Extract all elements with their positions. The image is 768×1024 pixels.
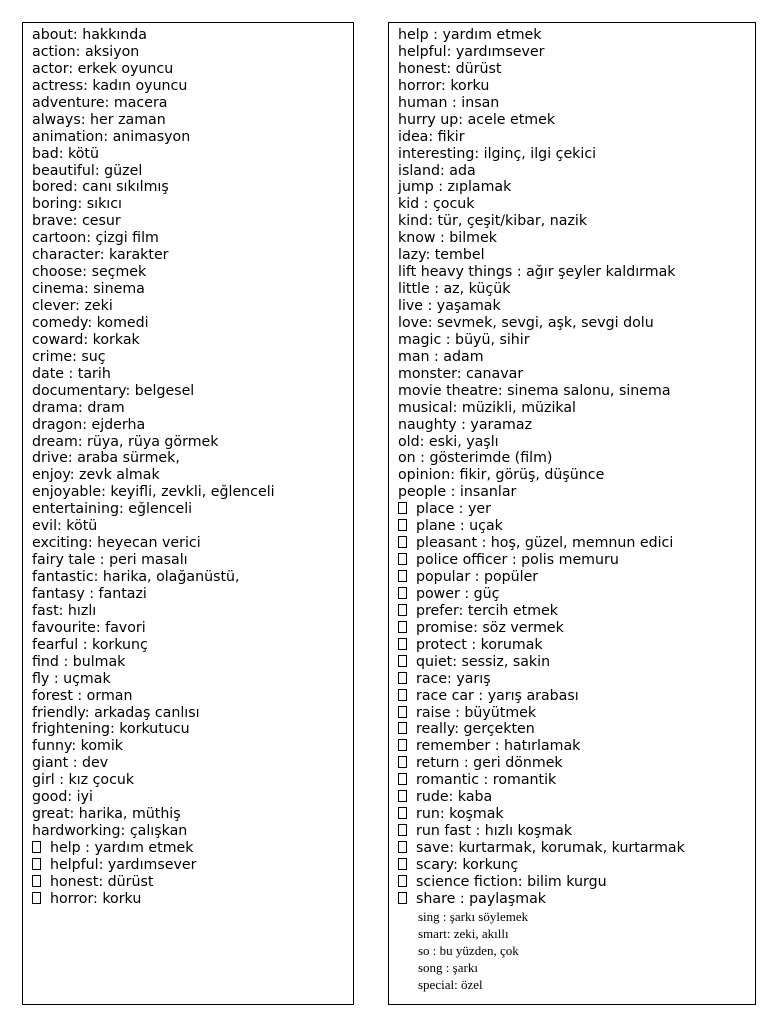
vocab-entry-bulleted [398, 654, 755, 671]
vocab-entry: honest: dürüst [398, 60, 502, 77]
vocab-entry: on : gösterimde (film) [398, 450, 553, 467]
vocab-entry: fantastic: harika, olağanüstü, [32, 569, 240, 585]
vocab-entry: love: sevmek, sevgi, aşk, sevgi dolu [398, 314, 654, 331]
vocab-entry-text: rude: kaba [416, 789, 493, 806]
missing-glyph-box-icon [398, 706, 407, 718]
vocab-entry: monster: canavar [398, 365, 524, 382]
vocab-entry-bulleted [32, 840, 353, 857]
vocab-entry: always: her zaman [32, 111, 166, 128]
vocab-entry-serif: so : bu yüzden, çok [418, 942, 519, 958]
vocab-entry-text: help : yardım etmek [50, 840, 194, 856]
missing-glyph-box-icon [398, 756, 407, 768]
vocab-entry: actress: kadın oyuncu [32, 77, 188, 94]
vocab-entry: evil: kötü [32, 518, 98, 535]
vocab-entry: know : bilmek [398, 230, 497, 247]
vocab-entry-bulleted [398, 738, 755, 755]
vocab-entry: man : adam [398, 348, 484, 365]
vocab-entry-bulleted [32, 857, 353, 874]
vocab-entry-text: science fiction: bilim kurgu [416, 873, 607, 890]
vocab-entry-text: police officer : polis memuru [416, 552, 619, 569]
vocab-entry-text: honest: dürüst [50, 873, 154, 890]
vocab-entry: dragon: ejderha [32, 416, 146, 433]
vocab-entry-bulleted [398, 637, 755, 654]
vocab-entry: boring: sıkıcı [32, 196, 122, 213]
missing-glyph-box-icon [32, 875, 41, 887]
vocab-entry-text: raise : büyütmek [416, 704, 537, 721]
vocab-entry: character: karakter [32, 247, 169, 264]
vocab-entry: good: iyi [32, 789, 93, 806]
vocab-entry: beautiful: güzel [32, 162, 143, 179]
vocab-entry-bulleted [32, 891, 353, 908]
missing-glyph-box-icon [398, 672, 407, 684]
vocab-entry-text: really: gerçekten [416, 721, 535, 738]
vocab-entry-serif: smart: zeki, akıllı [418, 925, 509, 941]
vocab-entry-serif: special: özel [418, 976, 483, 992]
vocab-entry-text: return : geri dönmek [416, 755, 563, 772]
vocab-entry-text: helpful: yardımsever [50, 856, 197, 873]
vocab-entry-bulleted [398, 586, 755, 603]
vocab-entry: action: aksiyon [32, 43, 140, 60]
vocab-entry: idea: fikir [398, 128, 465, 145]
vocab-entry-bulleted [398, 552, 755, 569]
vocab-entry-text: pleasant : hoş, güzel, memnun edici [416, 535, 674, 552]
vocab-entry-bulleted [32, 874, 353, 891]
vocab-entry-bulleted [398, 874, 755, 891]
missing-glyph-box-icon [398, 536, 407, 548]
missing-glyph-box-icon [398, 519, 407, 531]
vocab-entry: cartoon: çizgi film [32, 230, 159, 247]
vocab-entry: fairy tale : peri masalı [32, 552, 188, 569]
vocab-entry-text: horror: korku [50, 890, 142, 907]
vocab-entry: brave: cesur [32, 213, 121, 230]
missing-glyph-box-icon [398, 773, 407, 785]
vocab-entry-bulleted [398, 755, 755, 772]
missing-glyph-box-icon [398, 892, 407, 904]
vocab-entry-bulleted [398, 671, 755, 688]
vocab-entry: musical: müzikli, müzikal [398, 399, 576, 416]
vocab-entry-text: run: koşmak [416, 806, 504, 823]
vocab-entry: adventure: macera [32, 94, 168, 111]
vocab-entry-text: power : güç [416, 585, 500, 602]
missing-glyph-box-icon [32, 892, 41, 904]
vocab-entry-bulleted [398, 688, 755, 705]
vocab-entry: friendly: arkadaş canlısı [32, 704, 200, 721]
vocab-entry-bulleted [398, 603, 755, 620]
vocab-entry-text: plane : uçak [416, 518, 503, 535]
vocab-entry-bulleted [398, 705, 755, 722]
missing-glyph-box-icon [398, 587, 407, 599]
vocab-entry: kind: tür, çeşit/kibar, nazik [398, 213, 588, 230]
vocab-entry-text: share : paylaşmak [416, 890, 546, 907]
vocab-entry: island: ada [398, 162, 476, 179]
vocab-entry: interesting: ilginç, ilgi çekici [398, 145, 597, 162]
vocab-entry-bulleted [398, 891, 755, 908]
missing-glyph-box-icon [398, 621, 407, 633]
vocab-entry: forest : orman [32, 687, 133, 704]
vocab-entry-text: run fast : hızlı koşmak [416, 823, 573, 840]
missing-glyph-box-icon [398, 739, 407, 751]
vocab-entry-text: place : yer [416, 501, 491, 518]
vocab-entry-bulleted [398, 569, 755, 586]
vocab-entry-text: prefer: tercih etmek [416, 602, 558, 619]
vocab-entry-text: scary: korkunç [416, 856, 519, 873]
vocab-entry-text: promise: söz vermek [416, 619, 564, 636]
vocab-entry-text: romantic : romantik [416, 772, 557, 789]
vocab-entry: help : yardım etmek [398, 27, 542, 43]
missing-glyph-box-icon [398, 841, 407, 853]
vocab-entry: opinion: fikir, görüş, düşünce [398, 467, 605, 484]
missing-glyph-box-icon [398, 689, 407, 701]
vocab-entry: coward: korkak [32, 331, 140, 348]
vocab-entry: bad: kötü [32, 145, 99, 162]
vocab-entry-bulleted [398, 806, 755, 823]
vocab-entry: fly : uçmak [32, 670, 111, 687]
vocab-entry: crime: suç [32, 348, 106, 365]
vocab-entry: drive: araba sürmek, [32, 450, 180, 467]
vocab-entry-serif: sing : şarkı söylemek [418, 908, 529, 924]
vocab-entry: helpful: yardımsever [398, 43, 545, 60]
vocab-entry: enjoyable: keyifli, zevkli, eğlenceli [32, 484, 275, 501]
vocab-entry: comedy: komedi [32, 314, 149, 331]
vocab-entry: drama: dram [32, 399, 125, 416]
vocab-entry: choose: seçmek [32, 264, 147, 281]
vocab-entry-bulleted [398, 823, 755, 840]
vocab-entry: find : bulmak [32, 653, 126, 670]
vocab-entry: movie theatre: sinema salonu, sinema [398, 382, 671, 399]
vocab-entry-text: race car : yarış arabası [416, 687, 579, 704]
missing-glyph-box-icon [398, 790, 407, 802]
left-vocabulary-column [22, 22, 354, 1005]
vocab-entry: animation: animasyon [32, 128, 191, 145]
vocab-entry: favourite: favori [32, 619, 146, 636]
vocab-entry: magic : büyü, sihir [398, 331, 530, 348]
vocab-entry-text: quiet: sessiz, sakin [416, 653, 551, 670]
vocab-entry: about: hakkında [32, 27, 147, 43]
vocab-entry-bulleted [398, 789, 755, 806]
vocab-entry: lazy: tembel [398, 247, 485, 264]
vocab-entry: funny: komik [32, 738, 123, 755]
vocab-entry-serif: song : şarkı [418, 959, 478, 975]
vocab-entry: documentary: belgesel [32, 382, 195, 399]
vocab-entry: date : tarih [32, 365, 111, 382]
missing-glyph-box-icon [398, 570, 407, 582]
vocab-entry: hurry up: acele etmek [398, 111, 556, 128]
missing-glyph-box-icon [398, 824, 407, 836]
vocab-entry: entertaining: eğlenceli [32, 501, 193, 518]
vocab-entry: kid : çocuk [398, 196, 475, 213]
vocab-entry-bulleted [398, 535, 755, 552]
right-vocabulary-column [388, 22, 756, 1005]
vocab-entry: girl : kız çocuk [32, 772, 135, 789]
vocab-entry-bulleted [398, 772, 755, 789]
missing-glyph-box-icon [398, 722, 407, 734]
missing-glyph-box-icon [32, 841, 41, 853]
vocab-entry: human : insan [398, 94, 500, 111]
vocab-entry-text: remember : hatırlamak [416, 738, 581, 755]
vocab-entry-bulleted [398, 857, 755, 874]
missing-glyph-box-icon [398, 638, 407, 650]
vocab-entry: little : az, küçük [398, 281, 511, 298]
vocab-entry-bulleted [398, 840, 755, 857]
vocab-entry-text: popular : popüler [416, 569, 539, 585]
missing-glyph-box-icon [398, 604, 407, 616]
missing-glyph-box-icon [398, 807, 407, 819]
vocab-entry: hardworking: çalışkan [32, 823, 188, 840]
vocab-entry: old: eski, yaşlı [398, 433, 499, 450]
vocab-entry: fearful : korkunç [32, 636, 148, 653]
vocab-entry: great: harika, müthiş [32, 806, 181, 823]
vocab-entry: actor: erkek oyuncu [32, 60, 174, 77]
vocab-entry-bulleted [398, 518, 755, 535]
vocab-entry: enjoy: zevk almak [32, 467, 160, 484]
vocab-entry-text: protect : korumak [416, 636, 543, 653]
vocab-entry: clever: zeki [32, 298, 113, 314]
vocab-entry: horror: korku [398, 77, 490, 94]
vocab-entry: live : yaşamak [398, 298, 501, 314]
vocab-entry: lift heavy things : ağır şeyler kaldırmak [398, 264, 676, 281]
vocab-entry: exciting: heyecan verici [32, 535, 201, 552]
vocab-entry: cinema: sinema [32, 281, 145, 298]
vocab-entry: fast: hızlı [32, 602, 97, 619]
missing-glyph-box-icon [398, 655, 407, 667]
vocab-entry: people : insanlar [398, 484, 517, 501]
vocab-entry: dream: rüya, rüya görmek [32, 433, 219, 450]
vocab-entry-bulleted [398, 620, 755, 637]
vocab-entry-bulleted [398, 721, 755, 738]
missing-glyph-box-icon [398, 502, 407, 514]
vocab-entry-text: race: yarış [416, 670, 491, 687]
vocab-entry: jump : zıplamak [398, 179, 512, 196]
missing-glyph-box-icon [32, 858, 41, 870]
vocab-entry: frightening: korkutucu [32, 721, 190, 738]
vocab-entry: bored: canı sıkılmış [32, 179, 169, 196]
vocab-entry: fantasy : fantazi [32, 585, 147, 602]
vocab-entry-bulleted [398, 501, 755, 518]
missing-glyph-box-icon [398, 875, 407, 887]
vocab-entry: naughty : yaramaz [398, 416, 533, 433]
missing-glyph-box-icon [398, 553, 407, 565]
missing-glyph-box-icon [398, 858, 407, 870]
vocab-entry-text: save: kurtarmak, korumak, kurtarmak [416, 840, 685, 856]
vocab-entry: giant : dev [32, 755, 109, 772]
